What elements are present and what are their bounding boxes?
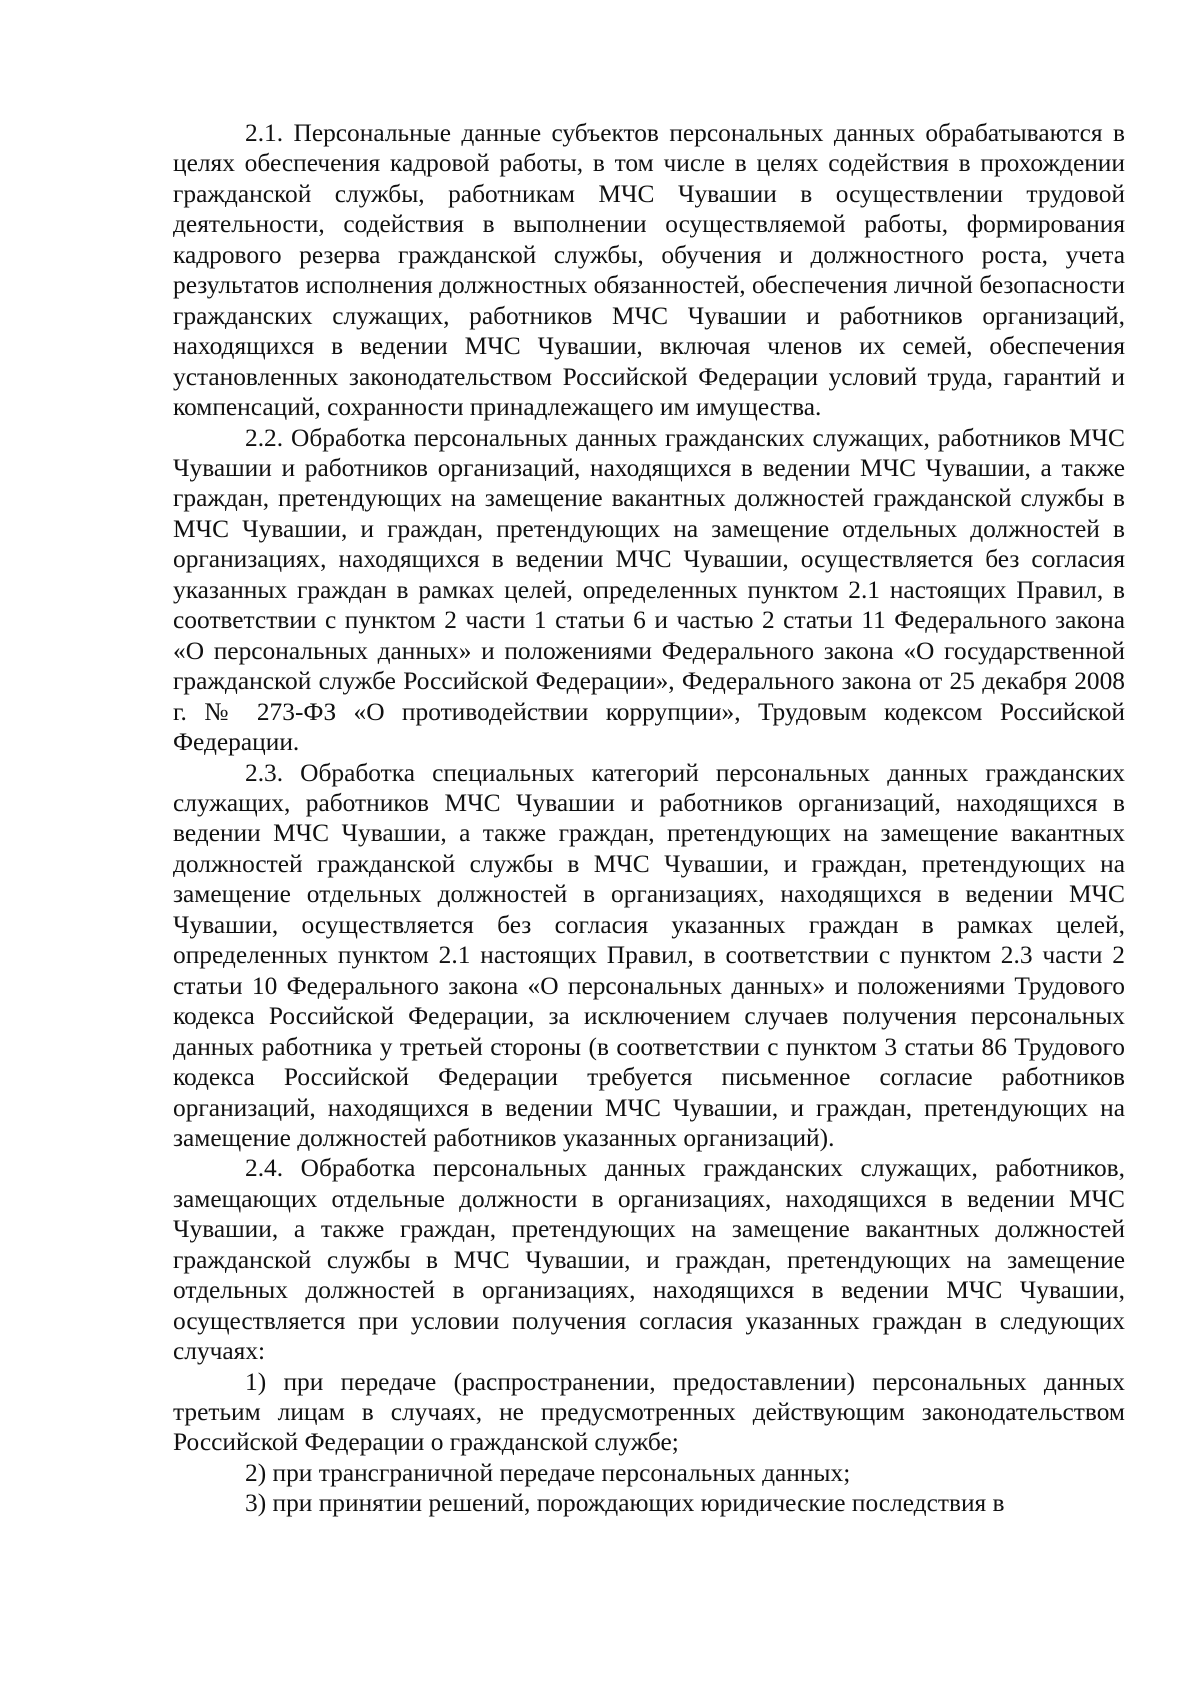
paragraph-2-2: 2.2. Обработка персональных данных гражданских служащих, работников МЧС Чувашии и работников организаций, находящихся в ведении МЧС Чувашии, а также граждан, претендующих на замещение вакантных должностей гражданской службы в МЧС Чувашии, и граждан, претендующих на замещение отдельных должностей в организациях, находящихся в ведении МЧС Чувашии, осуществляется без согласия указанных граждан в рамках целей, определенных пунктом 2.1 настоящих Правил, в соответствии с пунктом 2 части 1 статьи 6 и частью 2 статьи 11 Федерального закона «О персональных данных» и положениями Федерального закона «О государственной гражданской службе Российской Федерации», Федерального закона от 25 декабря 2008 г. № 273-ФЗ «О противодействии коррупции», Трудовым кодексом Российской Федерации. bbox=[173, 423, 1125, 757]
paragraph-2-3: 2.3. Обработка специальных категорий персональных данных гражданских служащих, работников МЧС Чувашии и работников организаций, находящихся в ведении МЧС Чувашии, а также граждан, претендующих на замещение вакантных должностей гражданской службы в МЧС Чувашии, и граждан, претендующих на замещение отдельных должностей в организациях, находящихся в ведении МЧС Чувашии, осуществляется без согласия указанных граждан в рамках целей, определенных пунктом 2.1 настоящих Правил, в соответствии с пунктом 2.3 части 2 статьи 10 Федерального закона «О персональных данных» и положениями Трудового кодекса Российской Федерации, за исключением случаев получения персональных данных работника у третьей стороны (в соответствии с пунктом 3 статьи 86 Трудового кодекса Российской Федерации требуется письменное согласие работников организаций, находящихся в ведении МЧС Чувашии, и граждан, претендующих на замещение должностей работников указанных организаций). bbox=[173, 758, 1125, 1152]
list-item-2: 2) при трансграничной передаче персональных данных; bbox=[245, 1458, 851, 1487]
paragraph-2-1: 2.1. Персональные данные субъектов персональных данных обрабатываются в целях обеспечения кадровой работы, в том числе в целях содействия в прохождении гражданской службы, работникам МЧС Чувашии в осуществлении трудовой деятельности, содействия в выполнении осуществляемой работы, формирования кадрового резерва гражданской службы, обучения и должностного роста, учета результатов исполнения должностных обязанностей, обеспечения личной безопасности гражданских служащих, работников МЧС Чувашии и работников организаций, находящихся в ведении МЧС Чувашии, включая членов их семей, обеспечения установленных законодательством Российской Федерации условий труда, гарантий и компенсаций, сохранности принадлежащего им имущества. bbox=[173, 119, 1125, 422]
paragraph-2-4: 2.4. Обработка персональных данных гражданских служащих, работников, замещающих отдельные должности в организациях, находящихся в ведении МЧС Чувашии, а также граждан, претендующих на замещение вакантных должностей гражданской службы в МЧС Чувашии, и граждан, претендующих на замещение отдельных должностей в организациях, находящихся в ведении МЧС Чувашии, осуществляется при условии получения согласия указанных граждан в следующих случаях: bbox=[173, 1154, 1125, 1366]
list-item-1: 1) при передаче (распространении, предоставлении) персональных данных третьим лицам в случаях, не предусмотренных действующим законодательством Российской Федерации о гражданской службе; bbox=[173, 1367, 1125, 1457]
list-item-3: 3) при принятии решений, порождающих юридические последствия в bbox=[245, 1489, 1005, 1518]
document-body bbox=[173, 118, 1125, 1519]
